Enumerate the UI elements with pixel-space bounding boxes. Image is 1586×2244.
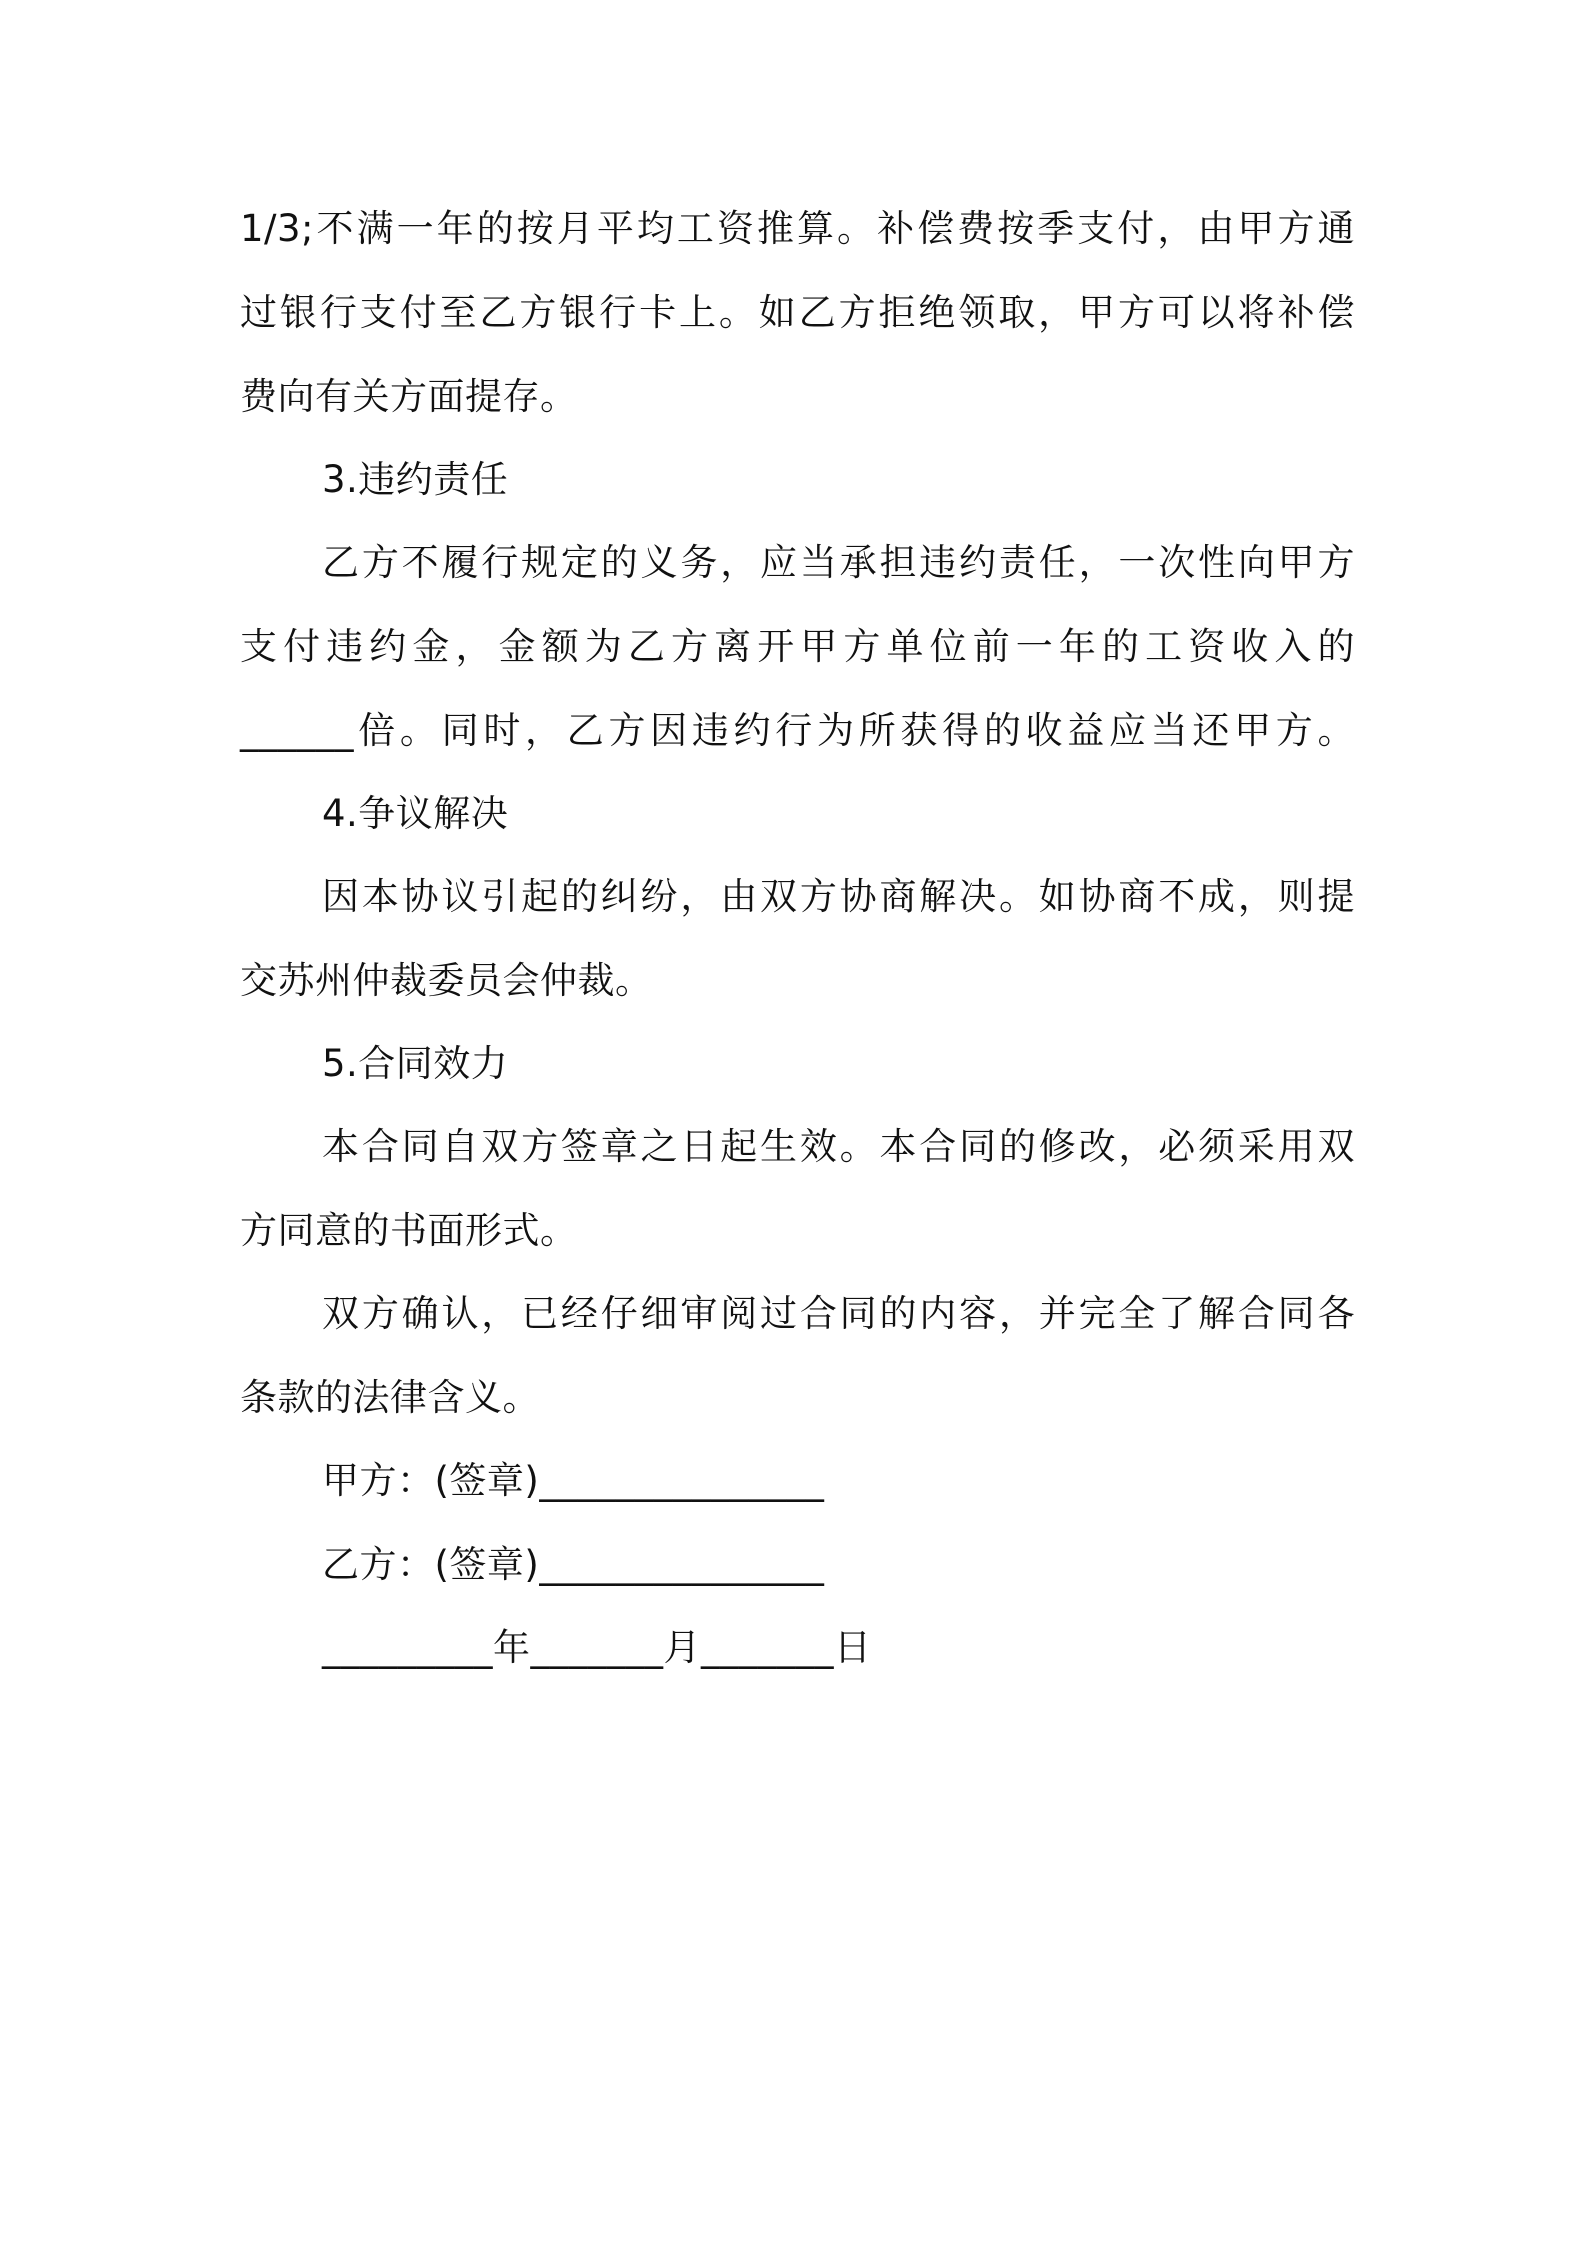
paragraph-line-1: 1/3;不满一年的按月平均工资推算。补偿费按季支付，由甲方通 (240, 207, 1355, 250)
paragraph-line-9: 因本协议引起的纠纷，由双方协商解决。如协商不成，则提 (322, 875, 1355, 918)
signature-party-b: 乙方：(签章)_______________ (322, 1543, 825, 1586)
paragraph-line-10: 交苏州仲裁委员会仲裁。 (240, 959, 653, 1002)
section-heading-dispute: 4.争议解决 (322, 792, 509, 835)
signature-party-a: 甲方：(签章)_______________ (322, 1459, 825, 1502)
paragraph-line-6: 支付违约金，金额为乙方离开甲方单位前一年的工资收入的 (240, 625, 1355, 668)
paragraph-line-5: 乙方不履行规定的义务，应当承担违约责任，一次性向甲方 (322, 541, 1355, 584)
paragraph-line-2: 过银行支付至乙方银行卡上。如乙方拒绝领取，甲方可以将补偿 (240, 291, 1355, 334)
paragraph-line-14: 双方确认，已经仔细审阅过合同的内容，并完全了解合同各 (322, 1292, 1355, 1335)
section-heading-validity: 5.合同效力 (322, 1042, 509, 1085)
signature-date: _________年_______月_______日 (322, 1626, 872, 1669)
paragraph-line-7: ______倍。同时，乙方因违约行为所获得的收益应当还甲方。 (240, 709, 1355, 752)
section-heading-breach: 3.违约责任 (322, 458, 509, 501)
paragraph-line-12: 本合同自双方签章之日起生效。本合同的修改，必须采用双 (322, 1125, 1355, 1168)
paragraph-line-13: 方同意的书面形式。 (240, 1209, 578, 1252)
paragraph-line-15: 条款的法律含义。 (240, 1376, 540, 1419)
paragraph-line-3: 费向有关方面提存。 (240, 375, 578, 418)
